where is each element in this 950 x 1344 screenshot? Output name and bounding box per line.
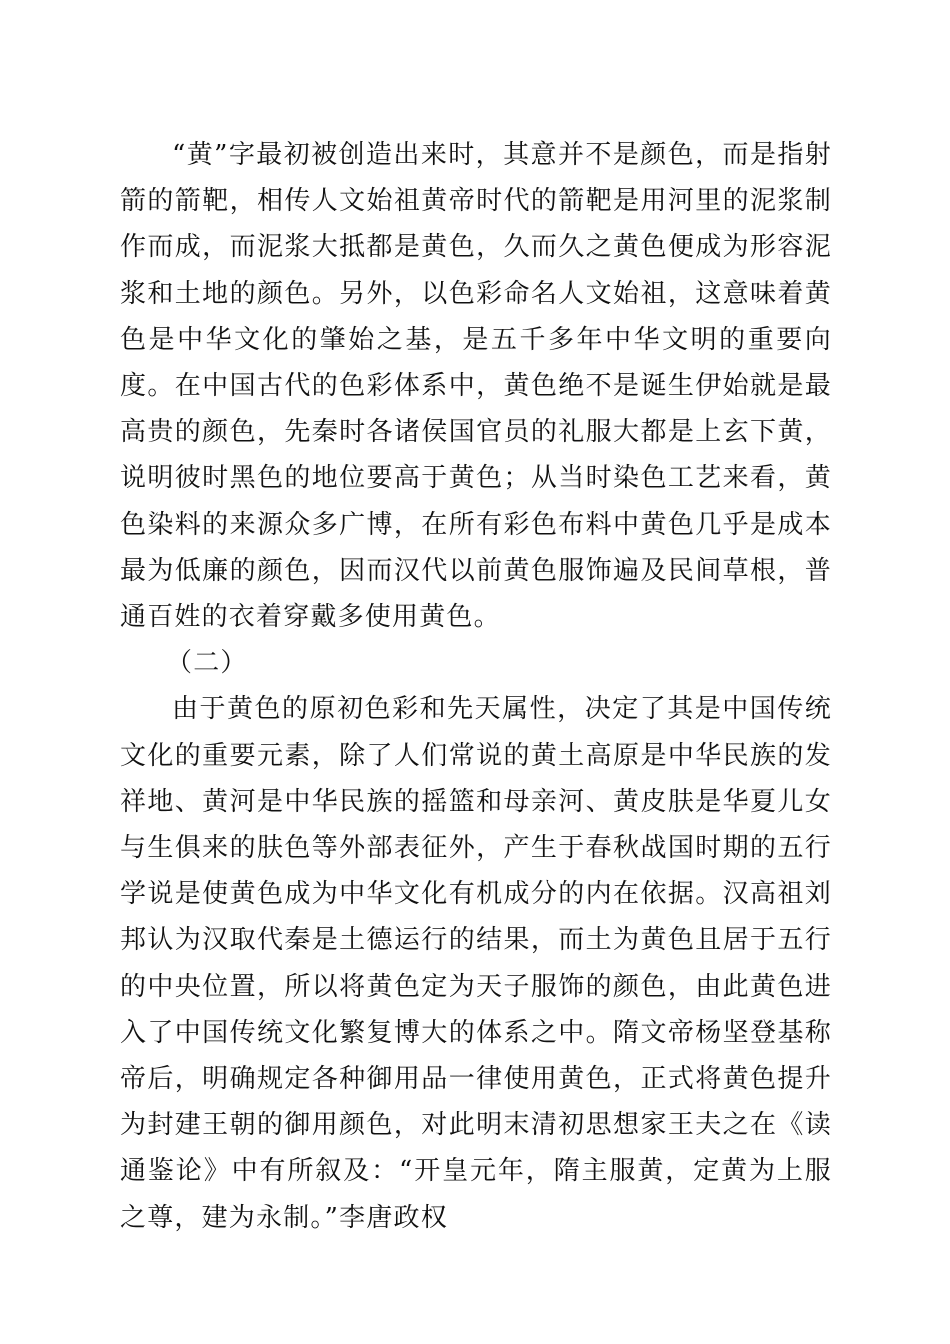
section-heading: （二）	[166, 648, 248, 679]
paragraph-yellow-tradition: 由于黄色的原初色彩和先天属性，决定了其是中国传统文化的重要元素，除了人们常说的黄土高原是中华民族的发祥地、黄河是中华民族的摇篮和母亲河、黄皮肤是华夏儿女与生俱来的肤色等外部表征外，产生于春秋战国时期的五行学说是使黄色成为中华文化有机成分的内在依据。汉高祖刘邦认为汉取代秦是土德运行的结果，而土为黄色且居于五行的中央位置，所以将黄色定为天子服饰的颜色，由此黄色进入了中国传统文化繁复博大的体系之中。隋文帝杨坚登基称帝后，明确规定各种御用品一律使用黄色，正式将黄色提升为封建王朝的御用颜色，对此明末清初思想家王夫之在《读通鉴论》中有所叙及：“开皇元年，隋主服黄，定黄为上服之尊，建为永制。”李唐政权	[120, 694, 832, 1233]
paragraph-yellow-origin: “黄”字最初被创造出来时，其意并不是颜色，而是指射箭的箭靶，相传人文始祖黄帝时代的箭靶是用河里的泥浆制作而成，而泥浆大抵都是黄色，久而久之黄色便成为形容泥浆和土地的颜色。另外，以色彩命名人文始祖，这意味着黄色是中华文化的肇始之基，是五千多年中华文明的重要向度。在中国古代的色彩体系中，黄色绝不是诞生伊始就是最高贵的颜色，先秦时各诸侯国官员的礼服大都是上玄下黄，说明彼时黑色的地位要高于黄色；从当时染色工艺来看，黄色染料的来源众多广博，在所有彩色布料中黄色几乎是成本最为低廉的颜色，因而汉代以前黄色服饰遍及民间草根，普通百姓的衣着穿戴多使用黄色。	[120, 140, 832, 633]
document-body	[120, 132, 832, 1241]
